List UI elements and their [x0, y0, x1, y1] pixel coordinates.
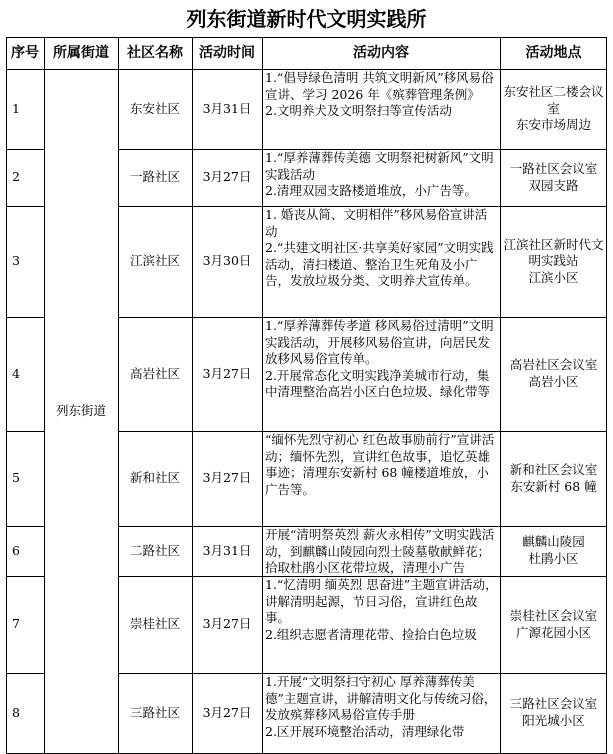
activity-date: 3月27日 — [202, 470, 252, 486]
activity-content — [262, 576, 500, 673]
grid-line — [6, 149, 45, 150]
location-line: 新和社区会议室 — [509, 461, 598, 477]
row-number: 6 — [12, 542, 20, 558]
content-paragraph: “缅怀先烈守初心 红色故事励前行”宣讲活动；缅怀先烈，宣讲红色故事，追忆英雄事迹；清理东安新村 68 幢楼道堆放，小广告等。 — [265, 432, 495, 497]
activity-location — [500, 673, 607, 753]
header-content: 活动内容 — [353, 44, 409, 61]
grid-line — [6, 206, 45, 207]
content-paragraph: 1. 婚丧从简、文明相伴”移风易俗宣讲活动 — [265, 207, 488, 239]
row-number: 2 — [12, 169, 20, 185]
location-line: 阳光城小区 — [522, 713, 585, 728]
location-line: 麒麟山陵园 — [522, 534, 585, 550]
activity-location — [500, 317, 607, 431]
grid-line — [6, 673, 45, 674]
grid-line — [192, 37, 193, 753]
grid-line — [44, 37, 45, 753]
header-no: 序号 — [11, 44, 39, 61]
community-name: 东安社区 — [129, 100, 180, 116]
activity-date: 3月27日 — [202, 365, 252, 381]
page-title: 列东街道新时代文明实践所 — [186, 7, 427, 31]
content-paragraph: 开展“清明祭英烈 薪火永相传”文明实践活动，到麒麟山陵园向烈士陵墓敬献鲜花；拾取杜鹃小区花带垃圾，清理小广告 — [265, 527, 495, 576]
activity-table — [6, 37, 607, 753]
community-name: 高岩社区 — [129, 365, 180, 381]
content-paragraph: 1.开展“文明祭扫守初心 厚养薄葬传美德”主题宣讲，讲解清明文化与传统习俗，发放殡葬移风易俗宣传手册 — [265, 674, 497, 723]
location-line: 高岩社区会议室 — [509, 357, 598, 373]
grid-line — [6, 37, 607, 38]
community-name: 崇桂社区 — [129, 616, 180, 632]
row-number: 4 — [12, 365, 20, 381]
activity-content — [262, 69, 500, 149]
row-number: 7 — [12, 616, 20, 632]
activity-date: 3月27日 — [202, 169, 252, 185]
community-name: 新和社区 — [129, 470, 180, 486]
location-line: 东安市场周边 — [515, 117, 591, 133]
community-name: 一路社区 — [129, 169, 180, 185]
content-paragraph: 2.清理双园支路楼道堆放，小广告等。 — [265, 183, 477, 199]
header-date: 活动时间 — [199, 44, 255, 61]
row-number: 1 — [12, 100, 20, 116]
activity-content — [262, 149, 500, 206]
location-line: 东安社区二楼会议室 — [503, 84, 604, 116]
activity-location — [500, 431, 607, 526]
activity-location — [500, 576, 607, 673]
location-line: 崇桂社区会议室 — [509, 607, 598, 623]
content-paragraph: 2.区开展环境整治活动，清理绿化带 — [265, 723, 465, 739]
location-line: 一路社区会议室 — [509, 160, 598, 176]
activity-content — [262, 673, 500, 753]
content-paragraph: 1.“忆清明 缅英烈 思奋进”主题宣讲活动，讲解清明起源，节日习俗，宣讲红色故事。 — [265, 577, 498, 626]
activity-date: 3月27日 — [202, 704, 252, 720]
row-number: 5 — [12, 470, 20, 486]
location-line: 双园支路 — [528, 177, 579, 193]
header-street: 所属街道 — [53, 44, 109, 61]
content-paragraph: 1.“倡导绿色清明 共筑文明新风”移风易俗宣讲、学习 2026 年《殡葬管理条例》 — [265, 70, 494, 102]
location-line: 三路社区会议室 — [509, 696, 598, 712]
activity-content — [262, 526, 500, 576]
grid-line — [6, 317, 45, 318]
content-paragraph: 1.“厚养薄葬传孝道 移风易俗过清明”文明实践活动，开展移风易俗宣讲，向居民发放移风易俗宣传单。 — [265, 318, 494, 367]
community-name: 三路社区 — [129, 704, 180, 720]
activity-content — [262, 431, 500, 526]
content-paragraph: 2.“共建文明社区·共享美好家园”文明实践活动，清扫楼道、整治卫生死角及小广告，发放垃圾分类、文明养犬宣传单。 — [265, 240, 494, 289]
location-line: 江滨社区新时代文明实践站 — [503, 236, 604, 269]
row-number: 3 — [12, 253, 20, 269]
location-line: 杜鹃小区 — [528, 551, 579, 566]
activity-location — [500, 526, 607, 576]
grid-line — [118, 37, 119, 753]
row-number: 8 — [12, 704, 20, 720]
grid-line — [500, 37, 501, 753]
street-cell: 列东街道 — [55, 402, 106, 418]
community-name: 江滨社区 — [129, 253, 180, 269]
activity-location — [500, 149, 607, 206]
grid-line — [6, 576, 45, 577]
content-paragraph: 2.文明养犬及文明祭扫等宣传活动 — [265, 103, 452, 119]
community-name: 二路社区 — [129, 542, 180, 558]
grid-line — [6, 37, 7, 753]
grid-line — [6, 526, 45, 527]
activity-date: 3月31日 — [202, 100, 252, 116]
location-line: 广源花园小区 — [515, 624, 591, 640]
location-line: 高岩小区 — [528, 374, 579, 389]
grid-line — [262, 37, 263, 753]
activity-location — [500, 69, 607, 149]
header-location: 活动地点 — [525, 44, 582, 61]
activity-content — [262, 206, 500, 317]
content-paragraph: 2.组织志愿者清理花带、捡拾白色垃圾 — [265, 626, 477, 642]
grid-line — [6, 69, 607, 70]
content-paragraph: 2.开展常态化文明实践净美城市行动，集中清理整治高岩小区白色垃圾、绿化带等 — [265, 367, 491, 400]
activity-location — [500, 206, 607, 317]
activity-content — [262, 317, 500, 431]
grid-line — [606, 37, 607, 753]
activity-date: 3月30日 — [202, 253, 252, 269]
activity-date: 3月31日 — [202, 542, 252, 558]
header-community: 社区名称 — [127, 44, 183, 61]
activity-date: 3月27日 — [202, 616, 252, 632]
location-line: 东安新村 68 幢 — [510, 478, 597, 494]
location-line: 江滨小区 — [528, 269, 579, 285]
content-paragraph: 1.“厚养薄葬传美德 文明祭祀树新风”文明实践活动 — [265, 150, 494, 182]
grid-line — [6, 431, 45, 432]
